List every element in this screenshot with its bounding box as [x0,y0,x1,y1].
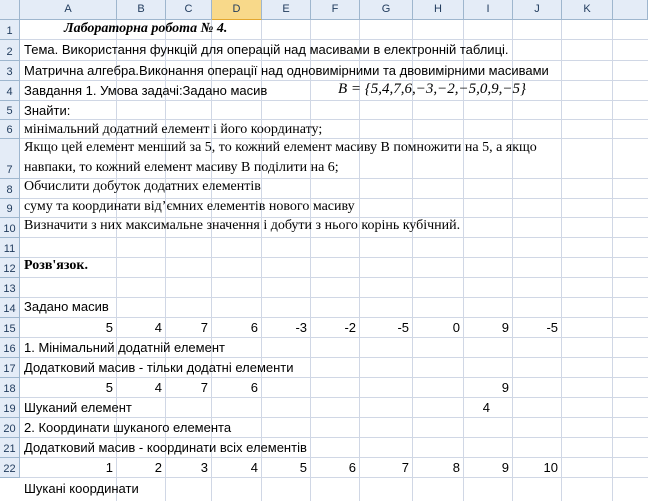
column-header-b[interactable]: B [117,0,166,20]
column-gridline [310,20,311,501]
row-header-16[interactable]: 16 [0,338,20,358]
column-header-j[interactable]: J [513,0,562,20]
column-header-h[interactable]: H [413,0,464,20]
column-header-f[interactable]: F [311,0,360,20]
cell-found-coords: Шукані координати [24,481,139,496]
row-gridline [20,60,648,61]
cell-condition-2: Якщо цей елемент менший за 5, то кожний елемент масиву B помножити на 5, а якщо [24,140,537,155]
cell-value: 4 [154,320,162,335]
cell-value: 6 [250,320,258,335]
cell-value: 4 [250,460,258,475]
cell-value: -5 [397,320,409,335]
row-gridline [20,277,648,278]
cell-value: 6 [348,460,356,475]
cell-find: Знайти: [24,103,71,118]
cell-value: 7 [200,320,208,335]
row-gridline [20,39,648,40]
cell-topic: Тема. Використання функцій для операцій над масивами в електронній таблиці. [24,42,509,57]
row-header-17[interactable]: 17 [0,358,20,378]
cell-value: 9 [501,380,509,395]
row-gridline [20,119,648,120]
cell-topic-2: Матрична алгебра.Виконання операції над одновимірними та двовимірними масивами [24,63,549,78]
cell-value: 1 [105,460,113,475]
cell-value: 9 [501,320,509,335]
cell-value: 5 [105,380,113,395]
cell-value: 7 [200,380,208,395]
cell-condition-6: Визначити з них максимальне значення і добути з нього корінь кубічний. [24,218,461,233]
row-header-12[interactable]: 12 [0,258,20,278]
row-header-6[interactable]: 6 [0,120,20,139]
row-header-2[interactable]: 2 [0,40,20,61]
select-all-corner[interactable] [0,0,20,20]
row-gridline [20,80,648,81]
cell-condition-3: навпаки, то кожний елемент масиву B поділити на 6; [24,160,339,175]
column-header-a[interactable]: A [20,0,117,20]
row-gridline [20,317,648,318]
row-header-20[interactable]: 20 [0,418,20,438]
column-gridline [612,20,613,501]
cell-value: -3 [295,320,307,335]
cell-value: 10 [543,460,558,475]
row-gridline [20,237,648,238]
row-header-8[interactable]: 8 [0,179,20,199]
cell-solution: Розв'язок. [24,258,88,273]
cell-value: 9 [501,460,509,475]
row-gridline [20,437,648,438]
column-header-k[interactable]: K [562,0,613,20]
cell-aux-array: Додатковий масив - тільки додатні елементи [24,360,294,375]
cell-value: 6 [250,380,258,395]
cell-step-2: 2. Координати шуканого елемента [24,420,232,435]
row-header-21[interactable]: 21 [0,438,20,458]
cell-aux-coords: Додатковий масив - координати всіх елементів [24,440,307,455]
cell-title: Лабораторна робота № 4. [64,21,228,36]
row-header-10[interactable]: 10 [0,218,20,238]
row-header-4[interactable]: 4 [0,81,20,101]
cell-condition-5: суму та координати від’ємних елементів нового масиву [24,199,355,214]
cell-value: 8 [452,460,460,475]
cell-value: 0 [452,320,460,335]
row-header-19[interactable]: 19 [0,398,20,418]
row-header-18[interactable]: 18 [0,378,20,398]
row-gridline [20,297,648,298]
row-header-22[interactable]: 22 [0,458,20,478]
column-header-e[interactable]: E [262,0,311,20]
row-header-5[interactable]: 5 [0,101,20,120]
row-header-14[interactable]: 14 [0,298,20,318]
cell-value: 5 [299,460,307,475]
cell-value: 2 [154,460,162,475]
cell-given-array: Задано масив [24,299,109,314]
row-gridline [20,457,648,458]
cell-value: 7 [401,460,409,475]
cell-found-value: 4 [482,400,490,415]
row-gridline [20,138,648,139]
cell-task: Завдання 1. Умова задачі:Задано масив [24,83,268,98]
row-gridline [20,397,648,398]
cell-value: 5 [105,320,113,335]
row-gridline [20,337,648,338]
row-gridline [20,357,648,358]
cell-found-element: Шуканий елемент [24,400,132,415]
cell-value: -5 [546,320,558,335]
row-header-15[interactable]: 15 [0,318,20,338]
cell-value: -2 [344,320,356,335]
column-header-overflow [613,0,648,20]
row-header-13[interactable]: 13 [0,278,20,298]
row-header-7[interactable]: 7 [0,139,20,179]
cell-step-1: 1. Мінімальний додатній елемент [24,340,225,355]
row-header-11[interactable]: 11 [0,238,20,258]
column-header-c[interactable]: C [166,0,212,20]
column-gridline [561,20,562,501]
cell-condition-4: Обчислити добуток додатних елементів [24,179,261,194]
row-header-1[interactable]: 1 [0,20,20,40]
row-gridline [20,377,648,378]
column-header-g[interactable]: G [360,0,413,20]
column-header-d[interactable]: D [212,0,262,20]
row-header-3[interactable]: 3 [0,61,20,81]
cell-value: 3 [200,460,208,475]
row-header-9[interactable]: 9 [0,199,20,218]
row-gridline [20,417,648,418]
row-gridline [20,257,648,258]
row-gridline [20,477,648,478]
cell-value: 4 [154,380,162,395]
column-header-i[interactable]: I [464,0,513,20]
row-gridline [20,100,648,101]
cell-condition-1: мінімальний додатний елемент і його координату; [24,122,323,137]
array-formula: B = {5,4,7,6,−3,−2,−5,0,9,−5} [338,81,527,97]
